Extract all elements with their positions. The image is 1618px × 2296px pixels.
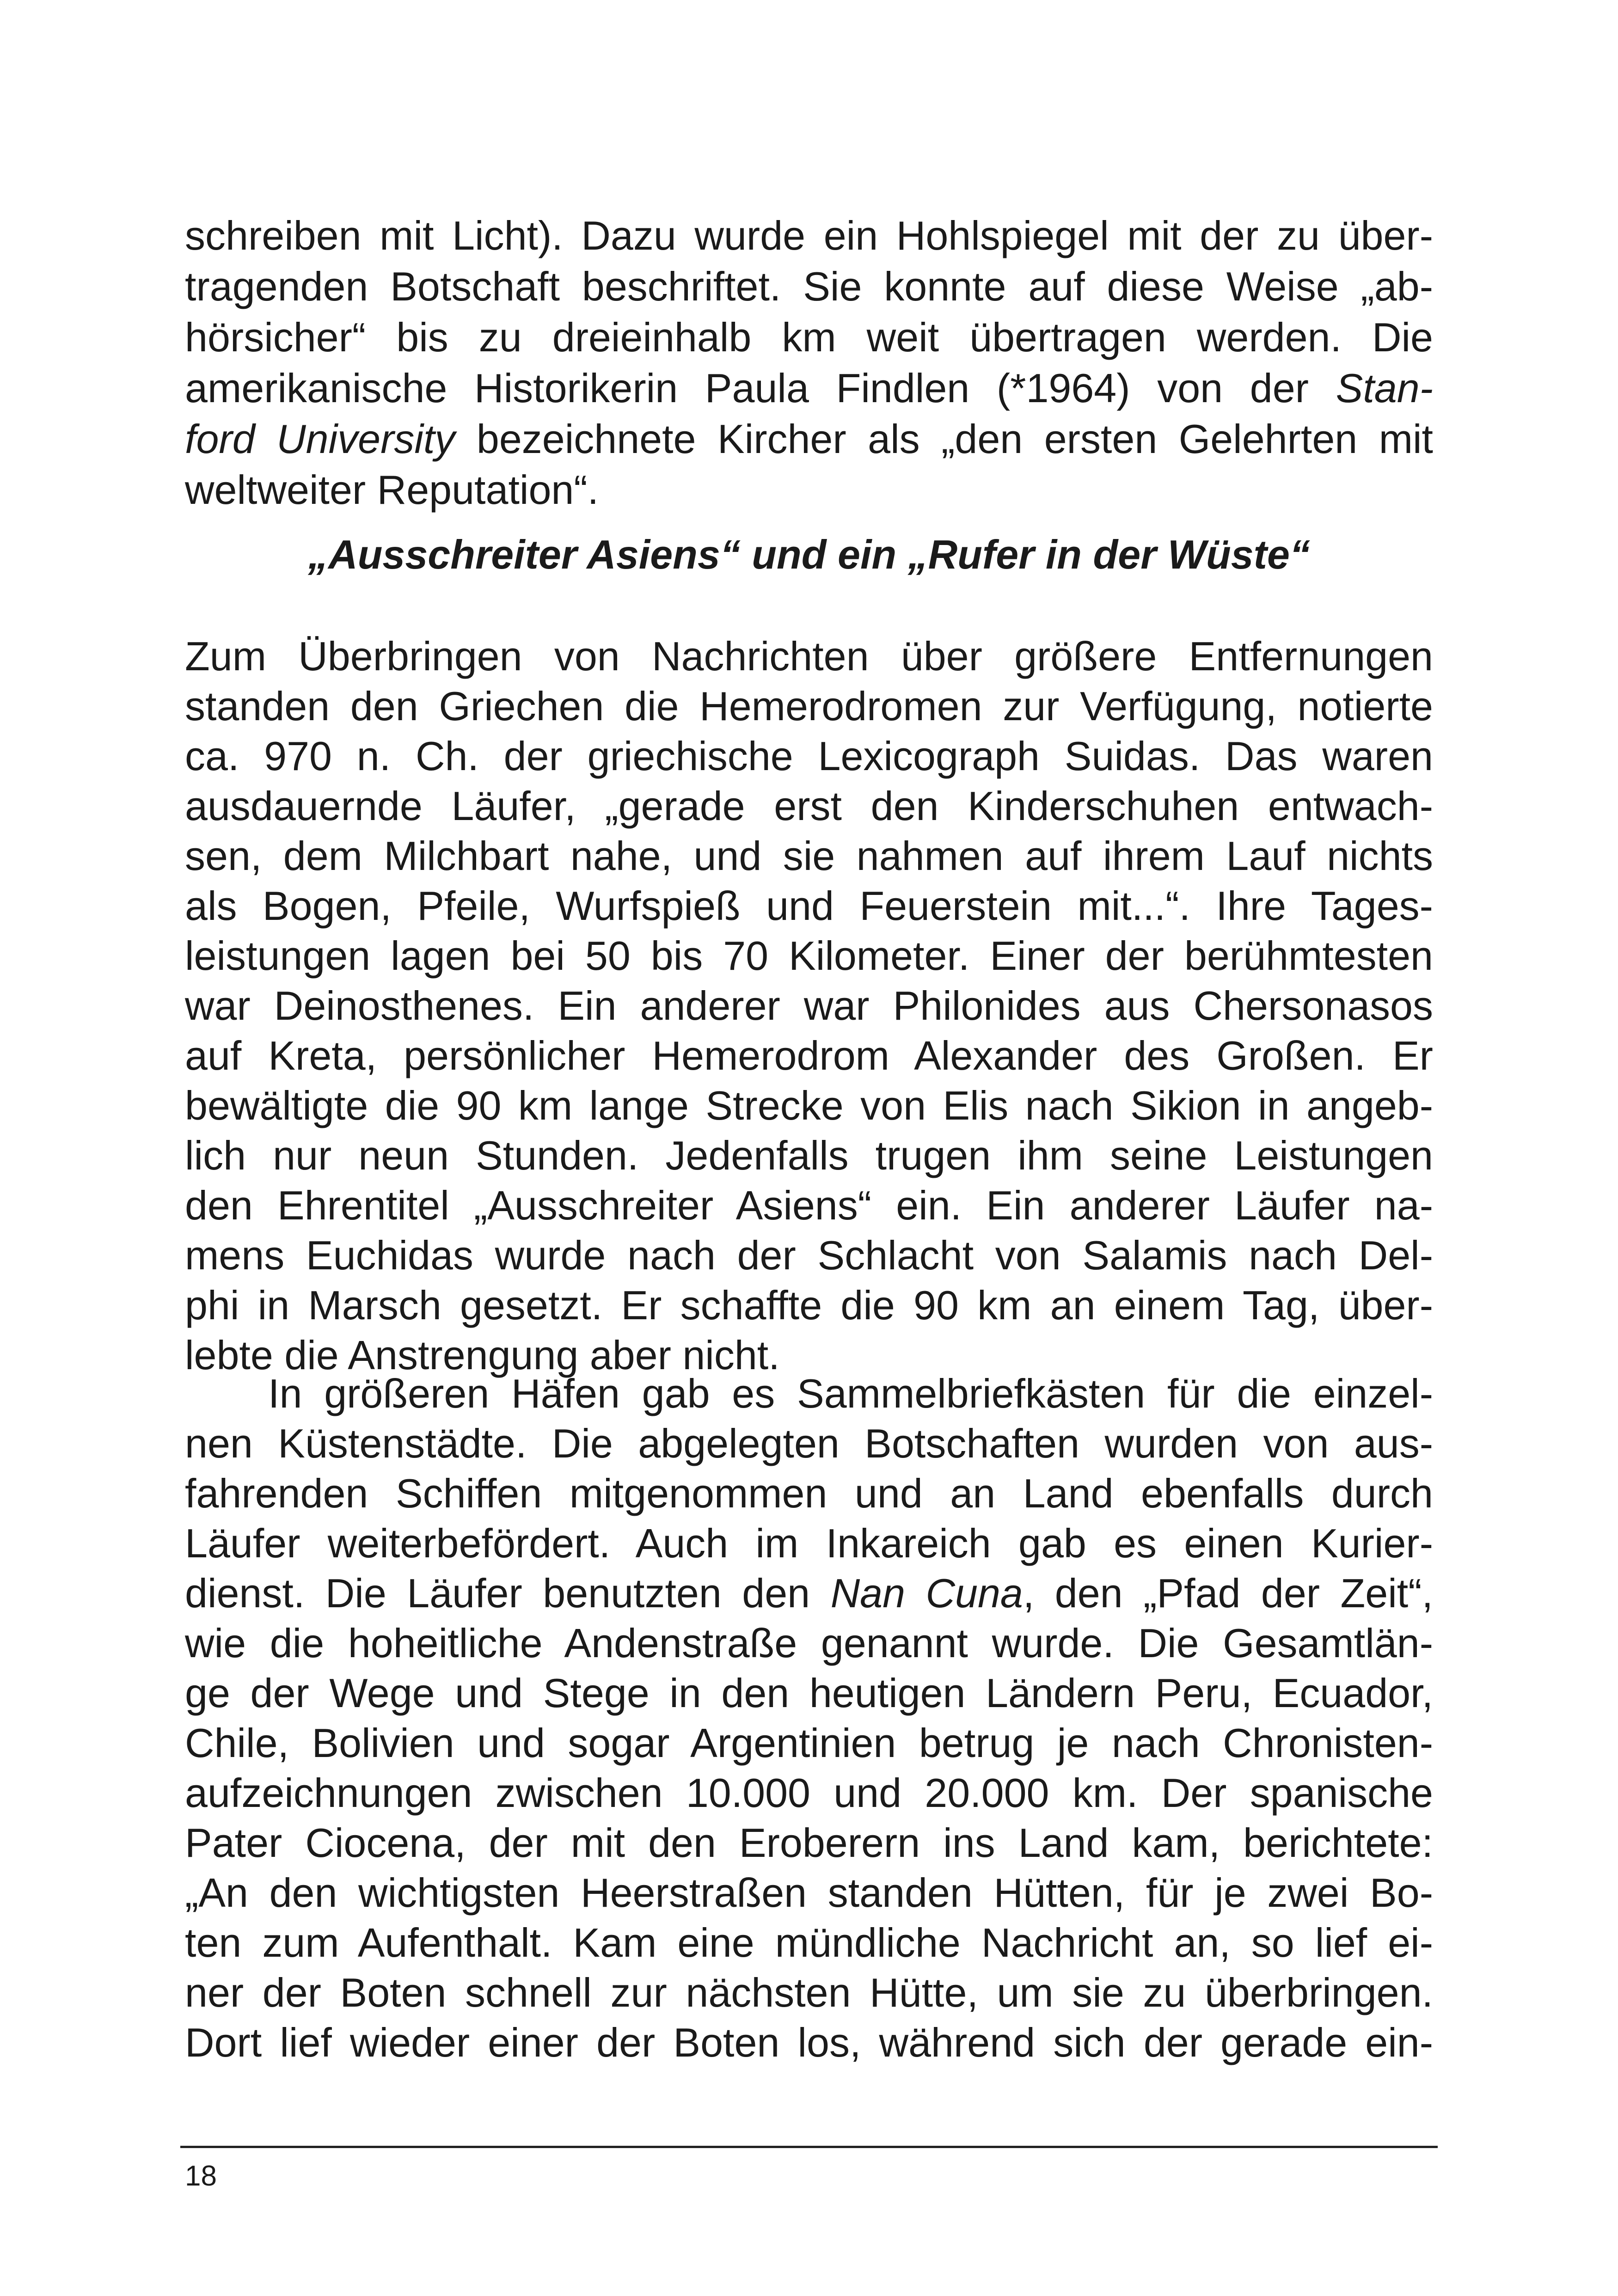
text-line-with-italic: amerikanische Historikerin Paula Findlen (*1964) von der Stan- xyxy=(185,365,1433,411)
italic-text: Nan Cuna xyxy=(830,1570,1023,1616)
text-line: leistungen lagen bei 50 bis 70 Kilometer. Einer der berühmtesten xyxy=(185,933,1433,979)
text-line: hörsicher“ bis zu dreieinhalb km weit übertragen werden. Die xyxy=(185,314,1433,360)
text-line: Zum Überbringen von Nachrichten über größere Entfernungen xyxy=(185,633,1433,679)
footer-rule xyxy=(180,2146,1438,2148)
text-line: ge der Wege und Stege in den heutigen Ländern Peru, Ecuador, xyxy=(185,1670,1433,1716)
text-line: tragenden Botschaft beschriftet. Sie konnte auf diese Weise „ab- xyxy=(185,263,1433,309)
text-line: den Ehrentitel „Ausschreiter Asiens“ ein. Ein anderer Läufer na- xyxy=(185,1182,1433,1228)
page-number: 18 xyxy=(185,2160,217,2192)
text-line: ca. 970 n. Ch. der griechische Lexicograph Suidas. Das waren xyxy=(185,733,1433,779)
text-line: Pater Ciocena, der mit den Eroberern ins Land kam, berichtete: xyxy=(185,1820,1433,1866)
text-line: wie die hoheitliche Andenstraße genannt wurde. Die Gesamtlän- xyxy=(185,1620,1433,1666)
text-line: Dort lief wieder einer der Boten los, während sich der gerade ein- xyxy=(185,2020,1433,2065)
text-line: „An den wichtigsten Heerstraßen standen Hütten, für je zwei Bo- xyxy=(185,1870,1433,1916)
text-line: Chile, Bolivien und sogar Argentinien betrug je nach Chronisten- xyxy=(185,1720,1433,1766)
text-line: aufzeichnungen zwischen 10.000 und 20.000 km. Der spanische xyxy=(185,1770,1433,1816)
text-line: lich nur neun Stunden. Jedenfalls trugen ihm seine Leistungen xyxy=(185,1133,1433,1178)
text-line: nen Küstenstädte. Die abgelegten Botschaften wurden von aus- xyxy=(185,1420,1433,1466)
text-line: phi in Marsch gesetzt. Er schaffte die 90 km an einem Tag, über- xyxy=(185,1282,1433,1328)
text-line-with-italic: ford University bezeichnete Kircher als „den ersten Gelehrten mit xyxy=(185,416,1434,462)
italic-text: ford University xyxy=(185,416,455,462)
text-line: ner der Boten schnell zur nächsten Hütte, um sie zu überbringen. xyxy=(185,1970,1433,2015)
text-line: Läufer weiterbefördert. Auch im Inkareich gab es einen Kurier- xyxy=(185,1520,1433,1566)
text-line: ausdauernde Läufer, „gerade erst den Kinderschuhen entwach- xyxy=(185,783,1433,829)
text-line: als Bogen, Pfeile, Wurfspieß und Feuerstein mit...“. Ihre Tages- xyxy=(185,883,1433,929)
text-line: bewältigte die 90 km lange Strecke von Elis nach Sikion in angeb- xyxy=(185,1083,1433,1128)
text-line: In größeren Häfen gab es Sammelbriefkästen für die einzel- xyxy=(268,1371,1433,1416)
text-line: lebte die Anstrengung aber nicht. xyxy=(185,1332,780,1378)
text-line: war Deinosthenes. Ein anderer war Philonides aus Chersonasos xyxy=(185,983,1433,1029)
text-line: sen, dem Milchbart nahe, und sie nahmen auf ihrem Lauf nichts xyxy=(185,833,1433,879)
text-line-with-italic: dienst. Die Läufer benutzten den Nan Cuna, den „Pfad der Zeit“, xyxy=(185,1570,1433,1616)
text-line: ten zum Aufenthalt. Kam eine mündliche Nachricht an, so lief ei- xyxy=(185,1920,1433,1965)
text-line: auf Kreta, persönlicher Hemerodrom Alexander des Großen. Er xyxy=(185,1033,1433,1078)
section-heading: „Ausschreiter Asiens“ und ein „Rufer in der Wüste“ xyxy=(308,532,1310,577)
text-line: standen den Griechen die Hemerodromen zur Verfügung, notierte xyxy=(185,683,1433,729)
text-line: mens Euchidas wurde nach der Schlacht von Salamis nach Del- xyxy=(185,1232,1433,1278)
italic-text: Stan- xyxy=(1336,365,1433,411)
text-line: schreiben mit Licht). Dazu wurde ein Hohlspiegel mit der zu über- xyxy=(185,213,1433,258)
text-line: fahrenden Schiffen mitgenommen und an Land ebenfalls durch xyxy=(185,1470,1433,1516)
text-line: weltweiter Reputation“. xyxy=(185,467,599,513)
